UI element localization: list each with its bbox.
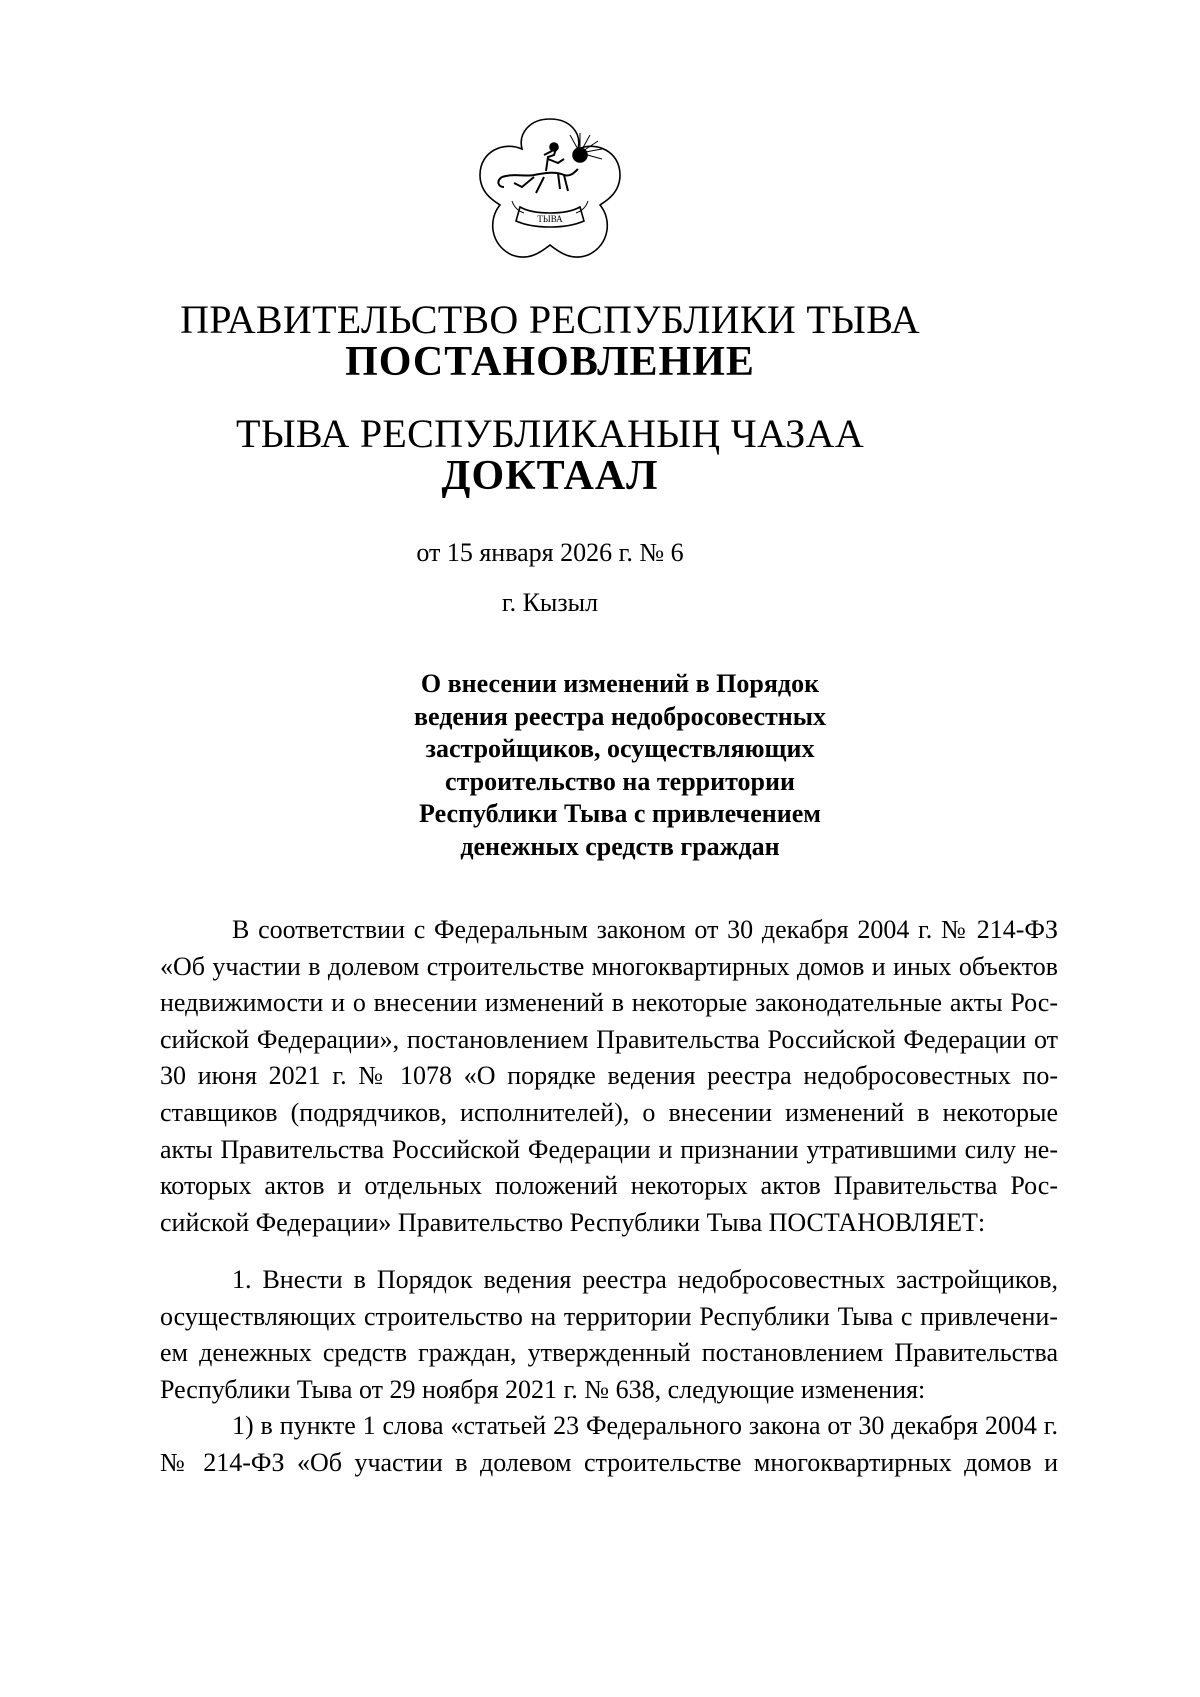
decree-subject <box>380 668 860 863</box>
horse <box>498 169 578 193</box>
subject-line: денежных средств граждан <box>460 831 780 861</box>
item-1-line: 1. Внести в Порядок ведения реестра недобросовестных застройщиков, <box>232 1265 1058 1294</box>
preamble-line: 30 июня 2021 г. № 1078 «О порядке ведения реестра недобросовестных по- <box>160 1061 1058 1091</box>
preamble-line: недвижимости и о внесении изменений в некоторые законодательные акты Рос- <box>160 988 1058 1018</box>
preamble-line: акты Правительства Российской Федерации и признании утратившими силу не- <box>160 1134 1058 1164</box>
decree-city: г. Кызыл <box>501 588 599 617</box>
government-title-tyv: ТЫВА РЕСПУБЛИКАНЫҢ ЧАЗАА <box>235 411 865 456</box>
preamble-paragraph <box>160 912 1058 1241</box>
item-1-line: осуществляющих строительство на территории Республики Тыва с привлечени- <box>160 1301 1058 1331</box>
preamble-line: ставщиков (подрядчиков, исполнителей), о внесении изменений в некоторые <box>160 1097 1058 1127</box>
item-1-line: ем денежных средств граждан, утвержденный постановлением Правительства <box>160 1338 1058 1368</box>
preamble-line: которых актов и отдельных положений некоторых актов Правительства Рос- <box>160 1171 1058 1201</box>
preamble-line: сийской Федерации» Правительство Республики Тыва ПОСТАНОВЛЯЕТ: <box>160 1207 986 1237</box>
rider <box>544 149 564 171</box>
subject-line: застройщиков, осуществляющих <box>425 734 815 763</box>
subitem-1-line: 1) в пункте 1 слова «статьей 23 Федерального закона от 30 декабря 2004 г. <box>232 1411 1058 1441</box>
decree-date-number: от 15 января 2026 г. № 6 <box>416 538 684 567</box>
subject-line: О внесении изменений в Порядок <box>420 669 820 698</box>
government-title-ru: ПРАВИТЕЛЬСТВО РЕСПУБЛИКИ ТЫВА <box>180 297 920 342</box>
item-1-line: Республики Тыва от 29 ноября 2021 г. № 638, следующие изменения: <box>160 1374 926 1404</box>
subject-line: строительство на территории <box>445 766 795 796</box>
subject-line: ведения реестра недобросовестных <box>413 701 827 731</box>
decree-type-tyv: ДОКТААЛ <box>441 453 659 499</box>
emblem-inscription: ТЫВА <box>537 214 563 224</box>
subject-line: Республики Тыва с привлечением <box>419 799 821 828</box>
preamble-line: «Об участии в долевом строительстве многоквартирных домов и иных объектов <box>160 951 1058 981</box>
preamble-line: сийской Федерации», постановлением Правительства Российской Федерации от <box>160 1024 1058 1054</box>
decree-type-ru: ПОСТАНОВЛЕНИЕ <box>345 339 755 385</box>
coat-of-arms-of-tuva-icon <box>474 115 626 267</box>
emblem-outline <box>480 119 620 257</box>
subitem-1-line: № 214-ФЗ «Об участии в долевом строительстве многоквартирных домов и <box>160 1447 1058 1477</box>
item-1-paragraph <box>160 1262 1058 1482</box>
preamble-line: В соответствии с Федеральным законом от 30 декабря 2004 г. № 214-ФЗ <box>232 915 1058 944</box>
